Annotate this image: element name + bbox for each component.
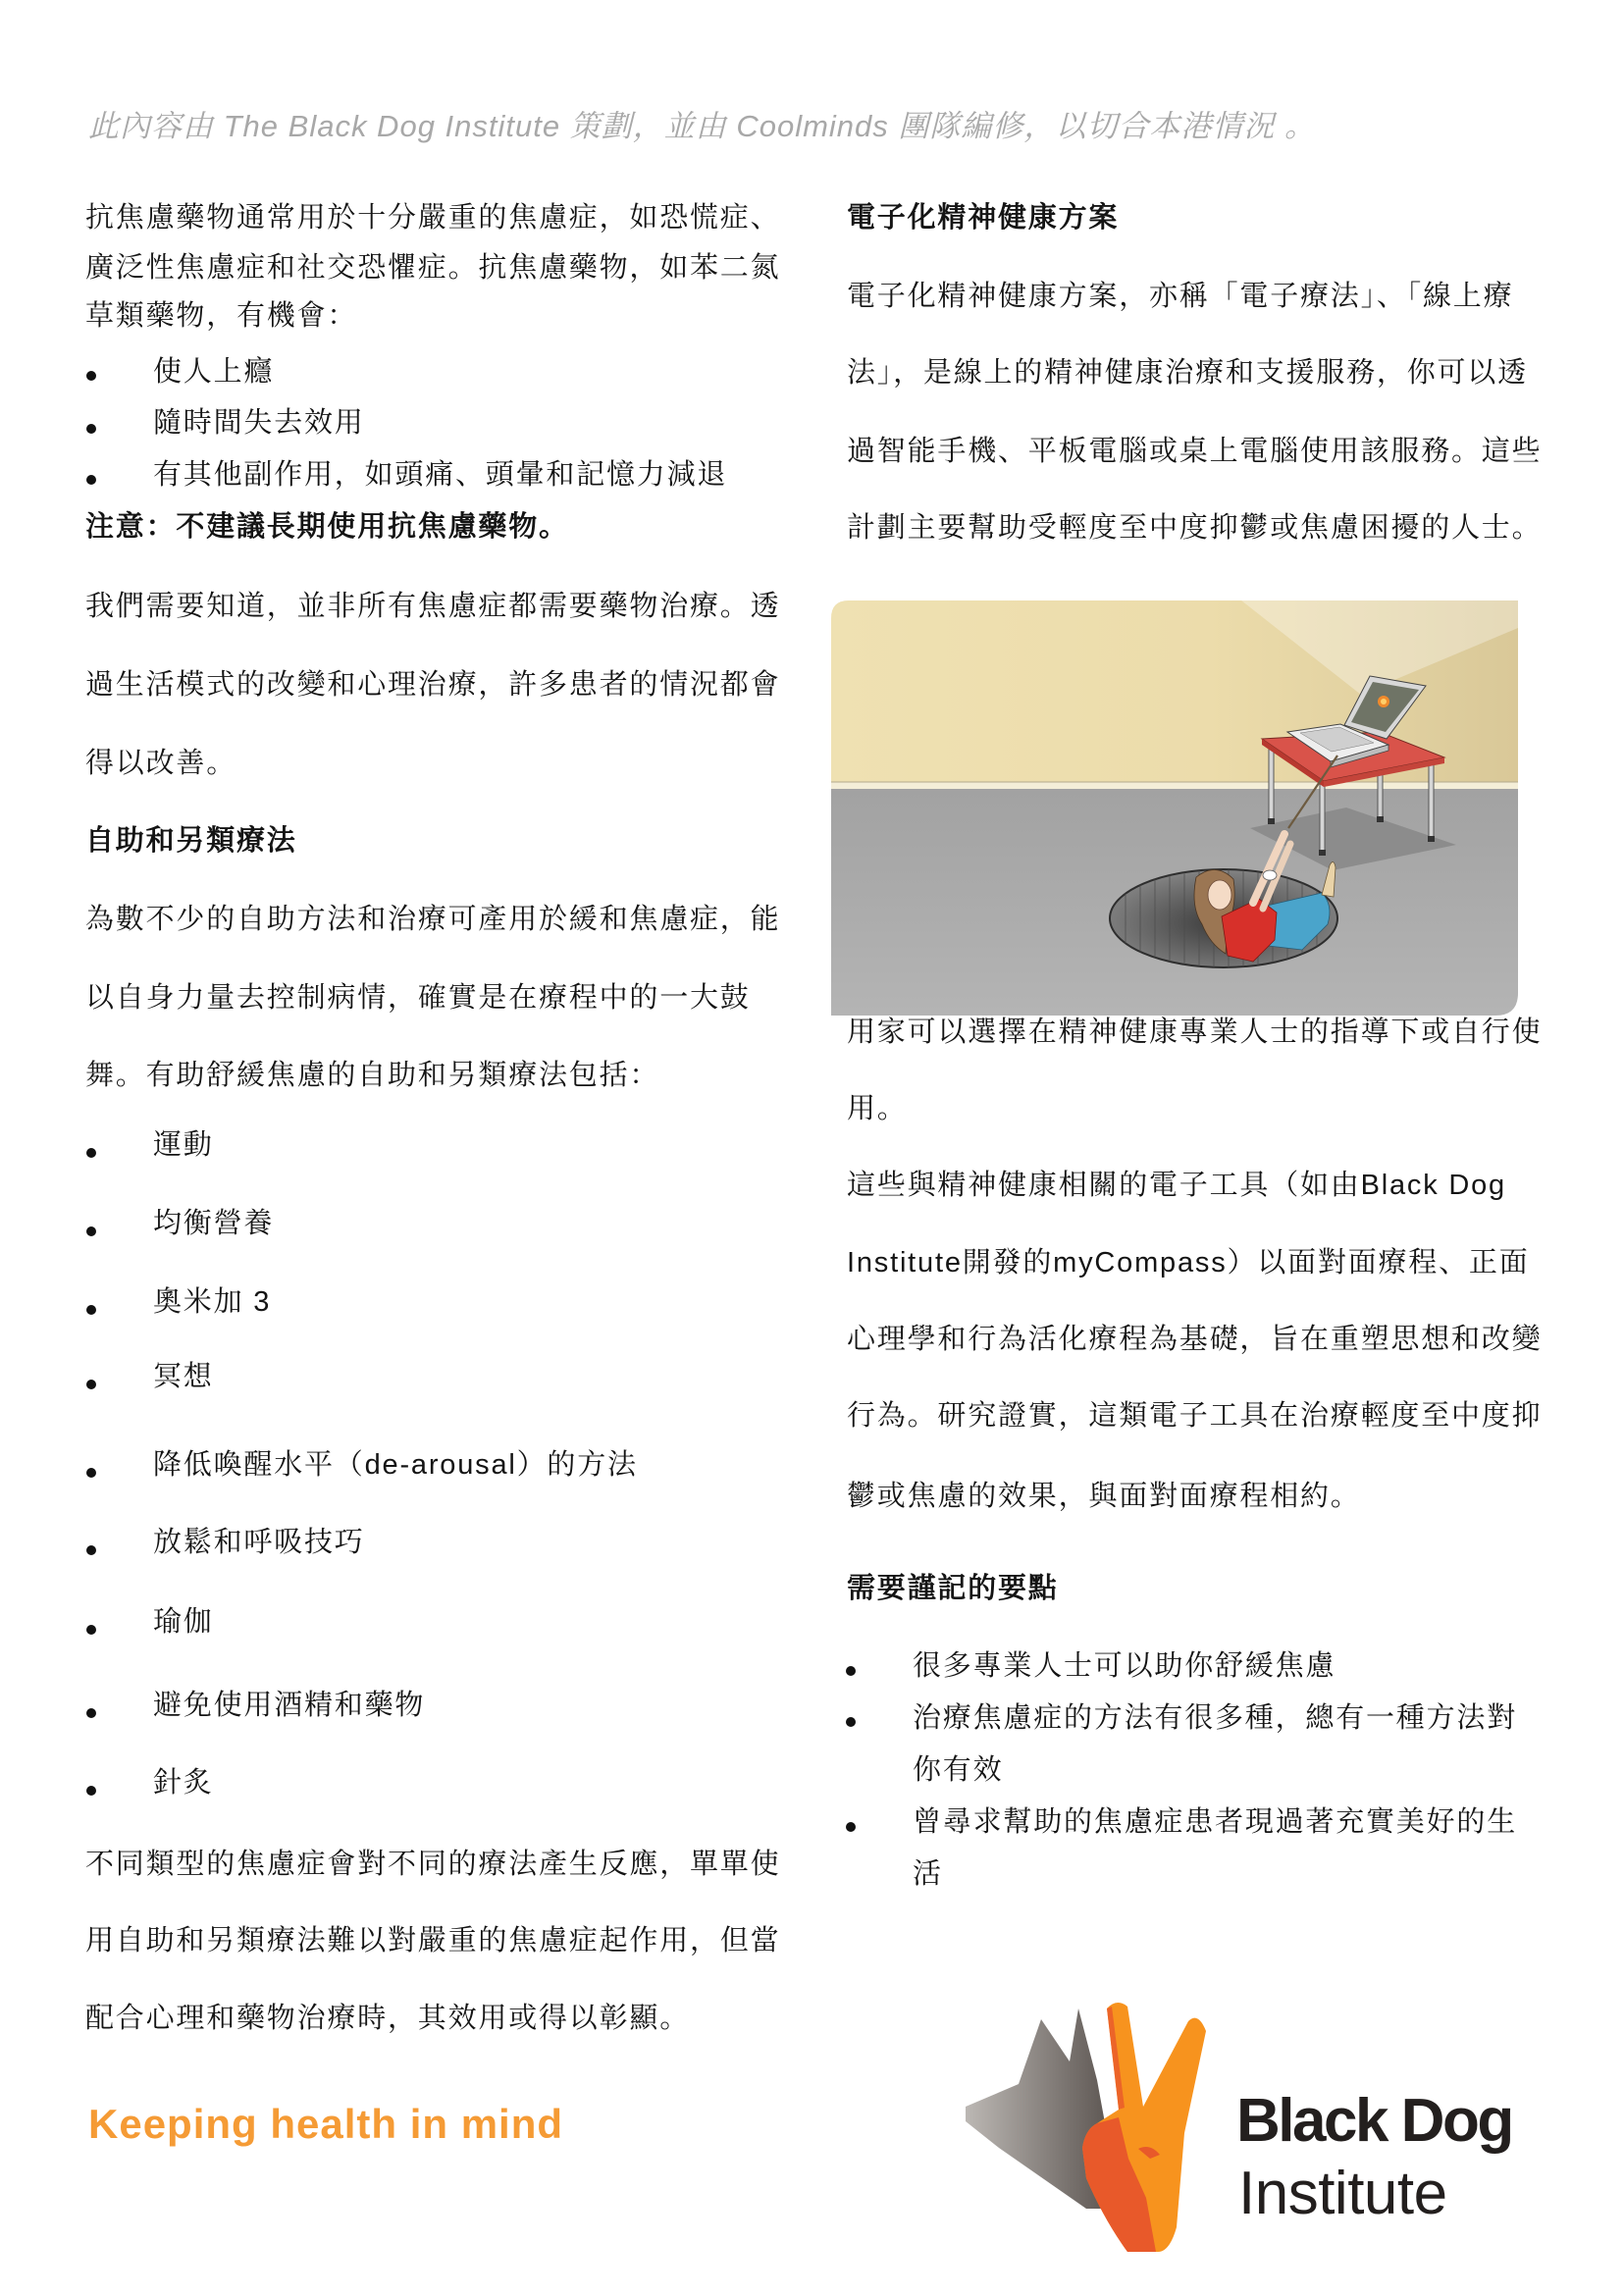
dog-hand-shadow-icon [966,2002,1223,2252]
list-item-text: 很多專業人士可以助你舒緩焦慮 [913,1650,1336,1682]
logo-text-line1: Black Dog [1236,2087,1512,2155]
paragraph-line: 得以改善。 [85,748,237,779]
etherapy-illustration [830,600,1519,1016]
section-heading-etherapy: 電子化精神健康方案 [847,202,1120,234]
paragraph-line: 鬱或焦慮的效果，與面對面療程相約。 [847,1481,1361,1512]
paragraph-line: 計劃主要幫助受輕度至中度抑鬱或焦慮困擾的人士。 [847,512,1543,544]
paragraph-line: 這些與精神健康相關的電子工具（如由Black Dog [847,1170,1506,1201]
paragraph-line: 心理學和行為活化療程為基礎，旨在重塑思想和改變 [847,1324,1543,1355]
list-item-text: 使人上癮 [153,356,275,388]
list-item-text: 活 [913,1858,943,1890]
list-item-text: 運動 [153,1129,214,1161]
list-item-text: 避免使用酒精和藥物 [153,1690,426,1721]
baseboard [831,782,1518,789]
list-item-text: 你有效 [913,1754,1004,1786]
warning-note: 注意：不建議長期使用抗焦慮藥物。 [85,511,569,543]
bullet-icon [86,1305,96,1315]
paragraph-line: 以自身力量去控制病情，確實是在療程中的一大鼓 [85,982,751,1014]
list-item-text: 有其他副作用，如頭痛、頭暈和記憶力減退 [153,459,728,491]
list-item-text: 瑜伽 [153,1606,214,1638]
bullet-icon [86,1786,96,1796]
list-item-text: 降低喚醒水平（de-arousal）的方法 [153,1449,638,1481]
list-item-text: 奧米加 3 [153,1286,272,1318]
tagline: Keeping health in mind [88,2101,564,2147]
list-item-text: 針炙 [153,1767,214,1799]
paragraph-line: 法」，是線上的精神健康治療和支援服務，你可以透 [847,357,1528,389]
bullet-icon [86,1468,96,1478]
paragraph-line: 用自助和另類療法難以對嚴重的焦慮症起作用，但當 [85,1925,781,1956]
bullet-icon [86,1545,96,1555]
paragraph-line: 過生活模式的改變和心理治療，許多患者的情況都會 [85,669,781,701]
bullet-icon [86,1625,96,1635]
list-item-text: 曾尋求幫助的焦慮症患者現過著充實美好的生 [913,1806,1518,1838]
paragraph-line: 草類藥物，有機會： [85,300,358,332]
list-item-text: 均衡營養 [153,1208,275,1239]
bullet-icon [86,1380,96,1389]
paragraph-line: 抗焦慮藥物通常用於十分嚴重的焦慮症，如恐慌症、 [85,202,781,234]
paragraph-line: 我們需要知道，並非所有焦慮症都需要藥物治療。透 [85,591,781,622]
bullet-icon [86,1708,96,1718]
paragraph-line: 廣泛性焦慮症和社交恐懼症。抗焦慮藥物，如苯二氮 [85,252,781,284]
bullet-icon [846,1717,856,1727]
paragraph-line: 行為。研究證實，這類電子工具在治療輕度至中度抑 [847,1400,1543,1432]
logo-text-line2: Institute [1238,2160,1447,2227]
paragraph-line: 用家可以選擇在精神健康專業人士的指導下或自行使 [847,1017,1543,1048]
paragraph-line: 過智能手機、平板電腦或桌上電腦使用該服務。這些 [847,436,1543,467]
bullet-icon [86,371,96,381]
list-item-text: 冥想 [153,1361,214,1392]
paragraph-line: 用。 [847,1093,908,1124]
paragraph-line: 為數不少的自助方法和治療可產用於緩和焦慮症，能 [85,904,781,935]
paragraph-line: 配合心理和藥物治療時，其效用或得以彰顯。 [85,2003,691,2034]
list-item-text: 治療焦慮症的方法有很多種，總有一種方法對 [913,1702,1518,1734]
bullet-icon [846,1666,856,1676]
section-heading-self-help: 自助和另類療法 [85,825,297,857]
bullet-icon [86,1226,96,1236]
list-item-text: 放鬆和呼吸技巧 [153,1527,365,1558]
paragraph-line: Institute開發的myCompass）以面對面療程、正面 [847,1247,1530,1278]
section-heading-key-points: 需要謹記的要點 [847,1573,1059,1604]
paragraph-line: 舞。有助舒緩焦慮的自助和另類療法包括： [85,1060,660,1091]
bullet-icon [86,1148,96,1158]
paragraph-line: 不同類型的焦慮症會對不同的療法產生反應，單單使 [85,1849,781,1880]
bullet-icon [846,1822,856,1832]
source-credit: 此內容由 The Black Dog Institute 策劃，並由 Coolminds 團隊編修，以切合本港情況 。 [88,109,1316,143]
bullet-icon [86,424,96,434]
list-item-text: 隨時間失去效用 [153,407,365,439]
bullet-icon [86,475,96,485]
paragraph-line: 電子化精神健康方案，亦稱「電子療法」、「線上療 [847,281,1514,312]
